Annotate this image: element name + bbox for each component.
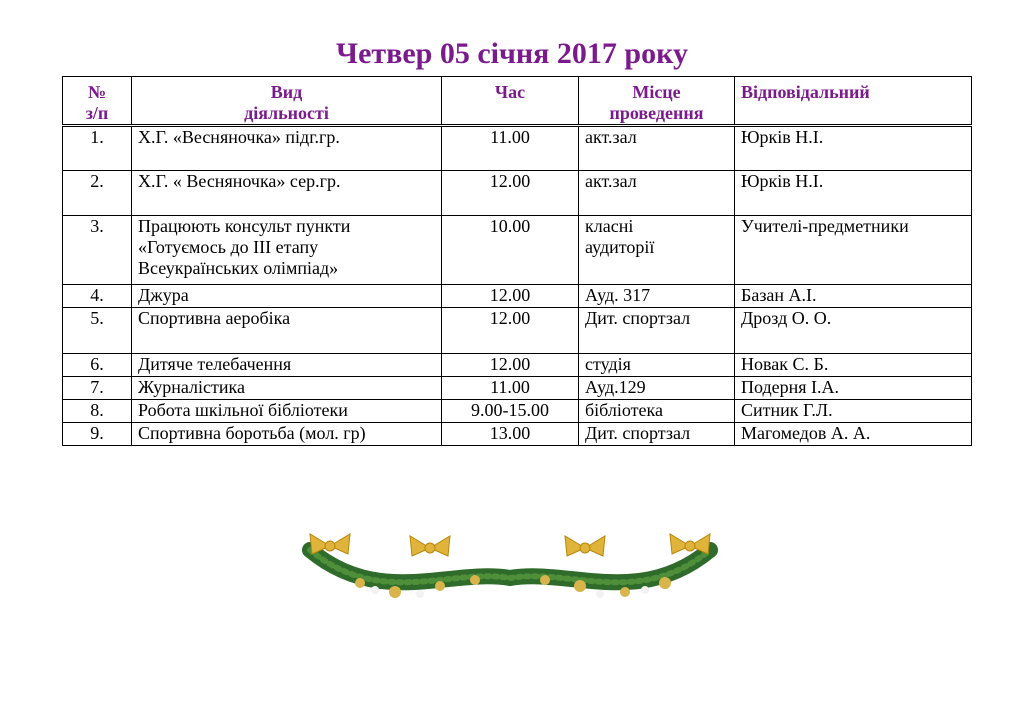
- time-cell: 9.00-15.00: [442, 400, 579, 423]
- table-row: [63, 126, 972, 171]
- activity-cell: Спортивна аеробіка: [132, 308, 442, 354]
- responsible-cell: Новак С. Б.: [735, 354, 972, 377]
- row-number: 9.: [63, 423, 132, 446]
- responsible-cell: Юрків Н.І.: [735, 126, 972, 171]
- row-number: 2.: [63, 171, 132, 216]
- activity-cell: Працюють консульт пункти «Готуємось до ІІІ етапу Всеукраїнських олімпіад»: [132, 216, 442, 285]
- responsible-cell: Ситник Г.Л.: [735, 400, 972, 423]
- table-row: [63, 400, 972, 423]
- place-cell: акт.зал: [579, 126, 735, 171]
- header-number: № з/п: [63, 77, 132, 126]
- activity-cell: Х.Г. «Весняночка» підг.гр.: [132, 126, 442, 171]
- header-responsible: Відповідальний: [735, 77, 972, 126]
- row-number: 5.: [63, 308, 132, 354]
- time-cell: 13.00: [442, 423, 579, 446]
- place-cell: бібліотека: [579, 400, 735, 423]
- header-place: Місце проведення: [579, 77, 735, 126]
- table-row: [63, 354, 972, 377]
- place-cell: класні аудиторії: [579, 216, 735, 285]
- activity-cell: Х.Г. « Весняночка» сер.гр.: [132, 171, 442, 216]
- responsible-cell: Учителі-предметники: [735, 216, 972, 285]
- responsible-cell: Подерня І.А.: [735, 377, 972, 400]
- time-cell: 12.00: [442, 308, 579, 354]
- table-row: [63, 285, 972, 308]
- place-cell: Ауд. 317: [579, 285, 735, 308]
- row-number: 6.: [63, 354, 132, 377]
- time-cell: 12.00: [442, 354, 579, 377]
- place-cell: студія: [579, 354, 735, 377]
- row-number: 4.: [63, 285, 132, 308]
- row-number: 3.: [63, 216, 132, 285]
- time-cell: 12.00: [442, 285, 579, 308]
- responsible-cell: Юрків Н.І.: [735, 171, 972, 216]
- activity-cell: Джура: [132, 285, 442, 308]
- table-row: [63, 377, 972, 400]
- row-number: 8.: [63, 400, 132, 423]
- table-row: [63, 171, 972, 216]
- table-row: [63, 423, 972, 446]
- row-number: 7.: [63, 377, 132, 400]
- table-header-row: [63, 77, 972, 126]
- activity-cell: Дитяче телебачення: [132, 354, 442, 377]
- table-row: [63, 308, 972, 354]
- place-cell: акт.зал: [579, 171, 735, 216]
- time-cell: 12.00: [442, 171, 579, 216]
- header-time: Час: [442, 77, 579, 126]
- activity-cell: Спортивна боротьба (мол. гр): [132, 423, 442, 446]
- activity-cell: Робота шкільної бібліотеки: [132, 400, 442, 423]
- time-cell: 11.00: [442, 377, 579, 400]
- place-cell: Ауд.129: [579, 377, 735, 400]
- time-cell: 11.00: [442, 126, 579, 171]
- row-number: 1.: [63, 126, 132, 171]
- page-title: Четвер 05 січня 2017 року: [336, 37, 688, 70]
- responsible-cell: Дрозд О. О.: [735, 308, 972, 354]
- responsible-cell: Базан А.І.: [735, 285, 972, 308]
- place-cell: Дит. спортзал: [579, 423, 735, 446]
- activity-cell: Журналістика: [132, 377, 442, 400]
- christmas-garland-decoration: [300, 528, 720, 618]
- table-row: [63, 216, 972, 285]
- place-cell: Дит. спортзал: [579, 308, 735, 354]
- time-cell: 10.00: [442, 216, 579, 285]
- schedule-table: [62, 76, 972, 446]
- header-activity: Вид діяльності: [132, 77, 442, 126]
- responsible-cell: Магомедов А. А.: [735, 423, 972, 446]
